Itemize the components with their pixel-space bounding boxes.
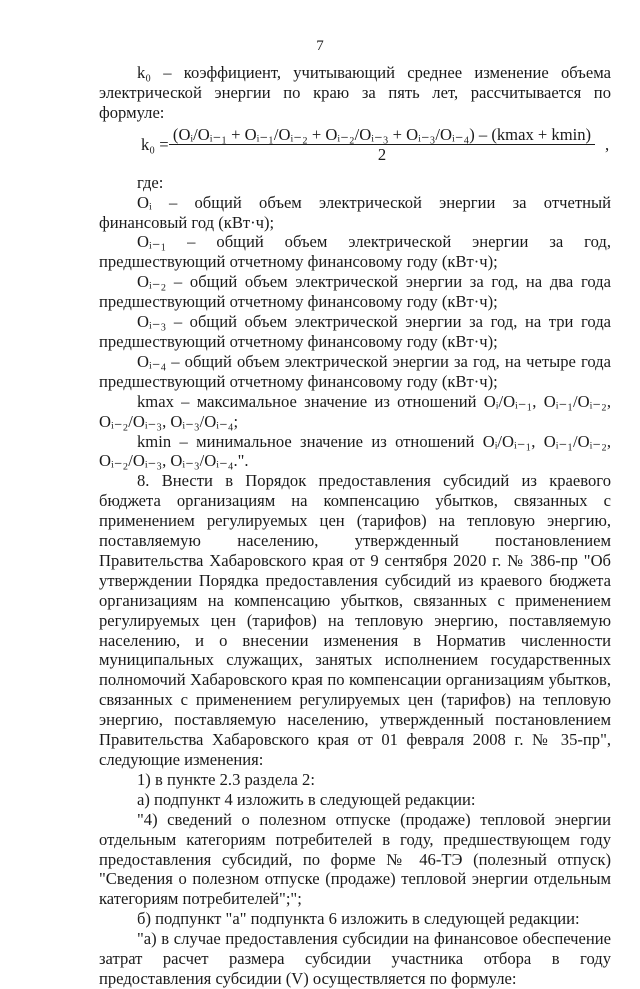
item-8-1: 1) в пункте 2.3 раздела 2: (137, 769, 315, 789)
formula-tail: , (605, 134, 610, 154)
where-label: где: (137, 172, 164, 192)
def-kmax: kmax – максимальное значение из отношений Oᵢ/Oᵢ₋₁, Oᵢ₋₁/Oᵢ₋₂, Oᵢ₋₂/Oᵢ₋₃, Oᵢ₋₃/Oᵢ₋₄; (99, 391, 611, 431)
formula-numerator: (Oᵢ/Oᵢ₋₁ + Oᵢ₋₁/Oᵢ₋₂ + Oᵢ₋₂/Oᵢ₋₃ + Oᵢ₋₃/Oᵢ₋₄) – (kmax + kmin) (169, 126, 595, 145)
item-8: 8. Внести в Порядок предоставления субсидий из краевого бюджета организациям на компенсацию убытков, связанных с применением регулируемых цен (тарифов) на тепловую энергию, поставляемую населению, утвержденный постановлением Правительства Хабаровского края от 9 сентября 2020 г. № 386-пр "Об утверждении Порядка предоставления субсидий из краевого бюджета организациям на компенсацию убытков, связанных с применением регулируемых цен (тарифов) на тепловую энергию, поставляемую населению, и о внесении изменения в Норматив численности муниципальных служащих, занятых исполнением государственных полномочий Хабаровского края по компенсации организациям убытков, связанных с применением регулируемых цен (тарифов) на тепловую энергию, поставляемую населению, утвержденный постановлением Правительства Хабаровского края от 01 февраля 2008 г. № 35-пр", следующие изменения: (99, 471, 611, 769)
k0-definition: k₀ – коэффициент, учитывающий среднее изменение объема электрической энергии по краю за пять лет, рассчитывается по формуле: (99, 63, 611, 122)
quote-subitem-a: "а) в случае предоставления субсидии на финансовое обеспечение затрат расчет размера субсидии участника отбора в году предоставления субсидии (V) осуществляется по формуле: (99, 929, 611, 988)
page-number: 7 (316, 38, 324, 54)
item-8-1-b: б) подпункт "а" подпункта 6 изложить в следующей редакции: (137, 909, 580, 929)
quote-subitem-4: "4) сведений о полезном отпуске (продаже) тепловой энергии отдельным категориям потребителей в году, предшествующем году предоставления субсидий, по форме № 46-ТЭ (полезный отпуск) "Сведения о полезном отпуске (продаже) тепловой энергии отдельным категориям потребителей";"; (99, 809, 611, 909)
formula-denominator: 2 (377, 144, 387, 164)
def-kmin: kmin – минимальное значение из отношений Oᵢ/Oᵢ₋₁, Oᵢ₋₁/Oᵢ₋₂, Oᵢ₋₂/Oᵢ₋₃, Oᵢ₋₃/Oᵢ₋₄.". (99, 431, 611, 471)
def-oi-2: Oᵢ₋₂ – общий объем электрической энергии за год, на два года предшествующий отчетному финансовому году (кВт·ч); (99, 272, 611, 312)
formula-lhs: k₀ = (141, 134, 169, 154)
k0-formula (99, 126, 611, 164)
item-8-1-a: а) подпункт 4 изложить в следующей редакции: (137, 789, 476, 809)
def-oi-1: Oᵢ₋₁ – общий объем электрической энергии за год, предшествующий отчетному финансовому году (кВт·ч); (99, 232, 611, 272)
def-oi-4: Oᵢ₋₄ – общий объем электрической энергии за год, на четыре года предшествующий отчетному финансовому году (кВт·ч); (99, 351, 611, 391)
def-oi-3: Oᵢ₋₃ – общий объем электрической энергии за год, на три года предшествующий отчетному финансовому году (кВт·ч); (99, 312, 611, 351)
def-oi: Oᵢ – общий объем электрической энергии за отчетный финансовый год (кВт·ч); (99, 192, 611, 232)
document-body (99, 63, 611, 989)
